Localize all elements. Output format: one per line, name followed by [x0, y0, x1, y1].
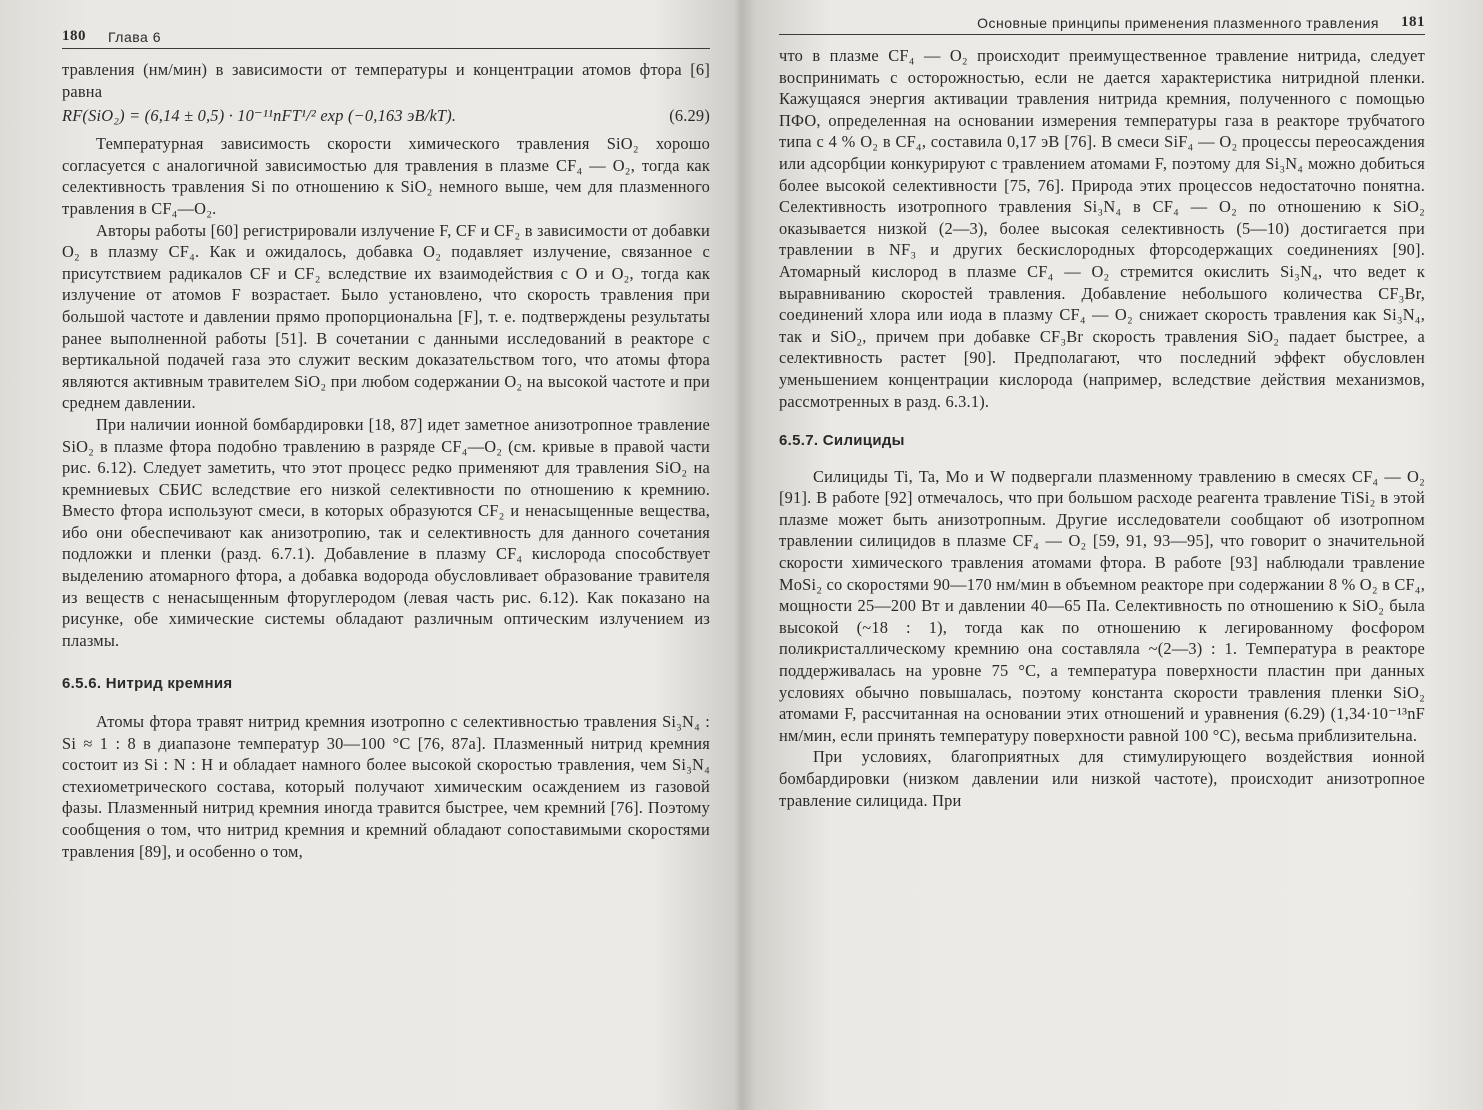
- paragraph: что в плазме CF₄ — O₂ происходит преимущественное травление нитрида, следует воспринимать с осторожностью, если не дается характеристика нитридной пленки. Кажущаяся энергия активации травления нитрида кремния, полученного с помощью ПФО, определенная на основании измерения температуры газа в реакторе трубчатого типа с 4 % O₂ в CF₄, составила 0,17 эВ [76]. В смеси SiF₄ — O₂ процессы переосаждения или адсорбции конкурируют с травлением атомами F, поэтому для Si₃N₄ можно добиться более высокой селективности [75, 76]. Природа этих процессов недостаточно понятна. Селективность изотропного травления Si₃N₄ в CF₄ — O₂ по отношению к SiO₂ оказывается низкой (2—3), более высокая селективность (5—10) достигается при травлении в NF₃ и других бескислородных фторсодержащих соединениях [90]. Атомарный кислород в плазме CF₄ — O₂ стремится окислить Si₃N₄, что ведет к выравниванию скоростей травления. Добавление небольшого количества CF₃Br, соединений хлора или иода в плазму CF₄ — O₂ снижает скорость травления как Si₃N₄, так и SiO₂, причем при добавке CF₃Br скорость травления SiO₂ падает быстрее, а селективность растет [90]. Предполагают, что последний эффект обусловлен уменьшением концентрации кислорода (например, вследствие действия механизмов, рассмотренных в разд. 6.3.1).: [779, 46, 1425, 411]
- paragraph: При наличии ионной бомбардировки [18, 87] идет заметное анизотропное травление SiO₂ в плазме фтора подобно травлению в разряде CF₄—O₂ (см. кривые в правой части рис. 6.12). Следует заметить, что этот процесс редко применяют для травления SiO₂ на кремниевых СБИС вследствие его низкой селективности по отношению к кремнию. Вместо фтора используют смеси, в которых образуются CF₂ и ненасыщенные вещества, ибо они обеспечивают как анизотропию, так и селективность для данного сочетания подложки и пленки (разд. 6.7.1). Добавление в плазму CF₄ кислорода способствует выделению атомарного фтора, а добавка водорода обусловливает образование травителя из веществ с ненасыщенным фторуглеродом (левая часть рис. 6.12). Как показано на рисунке, обе химические системы обладают различным оптическим излучением из плазмы.: [62, 414, 710, 650]
- formula-6-29: [62, 104, 710, 127]
- page-number: 181: [1401, 14, 1425, 30]
- section-title: 6.5.6. Нитрид кремния: [62, 675, 233, 693]
- paragraph: При условиях, благоприятных для стимулирующего воздействия ионной бомбардировки (низком давлении или низкой частоте), происходит анизотропное травление силицида. При: [779, 747, 1425, 810]
- paragraph: Температурная зависимость скорости химического травления SiO₂ хорошо согласуется с аналогичной зависимостью для травления в плазме CF₄ — O₂, тогда как селективность травления Si по отношению к SiO₂ немного выше, чем для плазменного травления в CF₄—O₂.: [62, 134, 710, 218]
- page-number: 180: [62, 28, 86, 44]
- formula-expression: RF(SiO₂) = (6,14 ± 0,5) · 10⁻¹¹nFT¹/² exp (−0,163 эВ/kT).: [62, 106, 457, 126]
- left-page-body: [62, 59, 710, 862]
- formula-number: (6.29): [669, 106, 710, 126]
- running-head-right: [779, 14, 1425, 35]
- chapter-label: Глава 6: [108, 29, 161, 45]
- paragraph: Авторы работы [60] регистрировали излучение F, CF и CF₂ в зависимости от добавки O₂ в плазму CF₄. Как и ожидалось, добавка O₂ подавляет излучение, связанное с присутствием радикалов CF и CF₂ вследствие их взаимодействия с O и O₂, тогда как излучение от атомов F возрастает. Было установлено, что скорость травления при большой частоте и давлении прямо пропорциональна [F], т. е. подтверждены результаты ранее выполненной работы [51]. В сочетании с данными исследований в реакторе с вертикальной подачей газа это служит веским доказательством того, что атомы фтора являются активным травителем SiO₂ при любом содержании O₂ на высокой частоте и при среднем давлении.: [62, 220, 710, 413]
- right-page: [741, 0, 1482, 1110]
- running-head-left: [62, 28, 710, 49]
- section-title: 6.5.7. Силициды: [779, 432, 905, 450]
- left-page: [0, 0, 741, 1110]
- paragraph: Силициды Ti, Ta, Mo и W подвергали плазменному травлению в смесях CF₄ — O₂ [91]. В работе [92] отмечалось, что при большом расходе реагента травление TiSi₂ в этой плазме может быть анизотропным. Другие исследователи сообщают об изотропном травлении силицидов в плазме CF₄ — O₂ [59, 91, 93—95], что говорит о значительной скорости химического травления атомами фтора. В работе [93] наблюдали травление MoSi₂ со скоростями 90—170 нм/мин в объемном реакторе при содержании 8 % O₂ в CF₄, мощности 25—200 Вт и давлении 40—65 Па. Селективность по отношению к SiO₂ была высокой (~18 : 1), тогда как по отношению к легированному фосфором поликристаллическому кремнию она составляла ~(2—3) : 1. Температура в реакторе поддерживалась на уровне 75 °C, а температура поверхности пластин при данных условиях обычно повышалась, поэтому константа скорости травления пленки SiO₂ атомами F, рассчитанная на основании этих отношений и уравнения (6.29) (1,34·10⁻¹³nF нм/мин, если принять температуру поверхности равной 100 °C), весьма приблизительна.: [779, 466, 1425, 745]
- paragraph: Атомы фтора травят нитрид кремния изотропно с селективностью травления Si₃N₄ : Si ≈ 1 : 8 в диапазоне температур 30—100 °C [76, 87a]. Плазменный нитрид кремния состоит из Si : N : H и обладает намного более высокой скоростью травления, чем Si₃N₄ стехиометрического состава, который получают химическим осаждением из газовой фазы. Плазменный нитрид кремния иногда травится быстрее, чем кремний [76]. Поэтому сообщения о том, что нитрид кремния и кремний обладают сопоставимыми скоростями травления [89], и особенно о том,: [62, 712, 710, 861]
- right-page-body: [779, 45, 1425, 811]
- intro-text: травления (нм/мин) в зависимости от температуры и концентрации атомов фтора [6] равна: [62, 60, 710, 101]
- running-title: Основные принципы применения плазменного травления: [977, 15, 1379, 31]
